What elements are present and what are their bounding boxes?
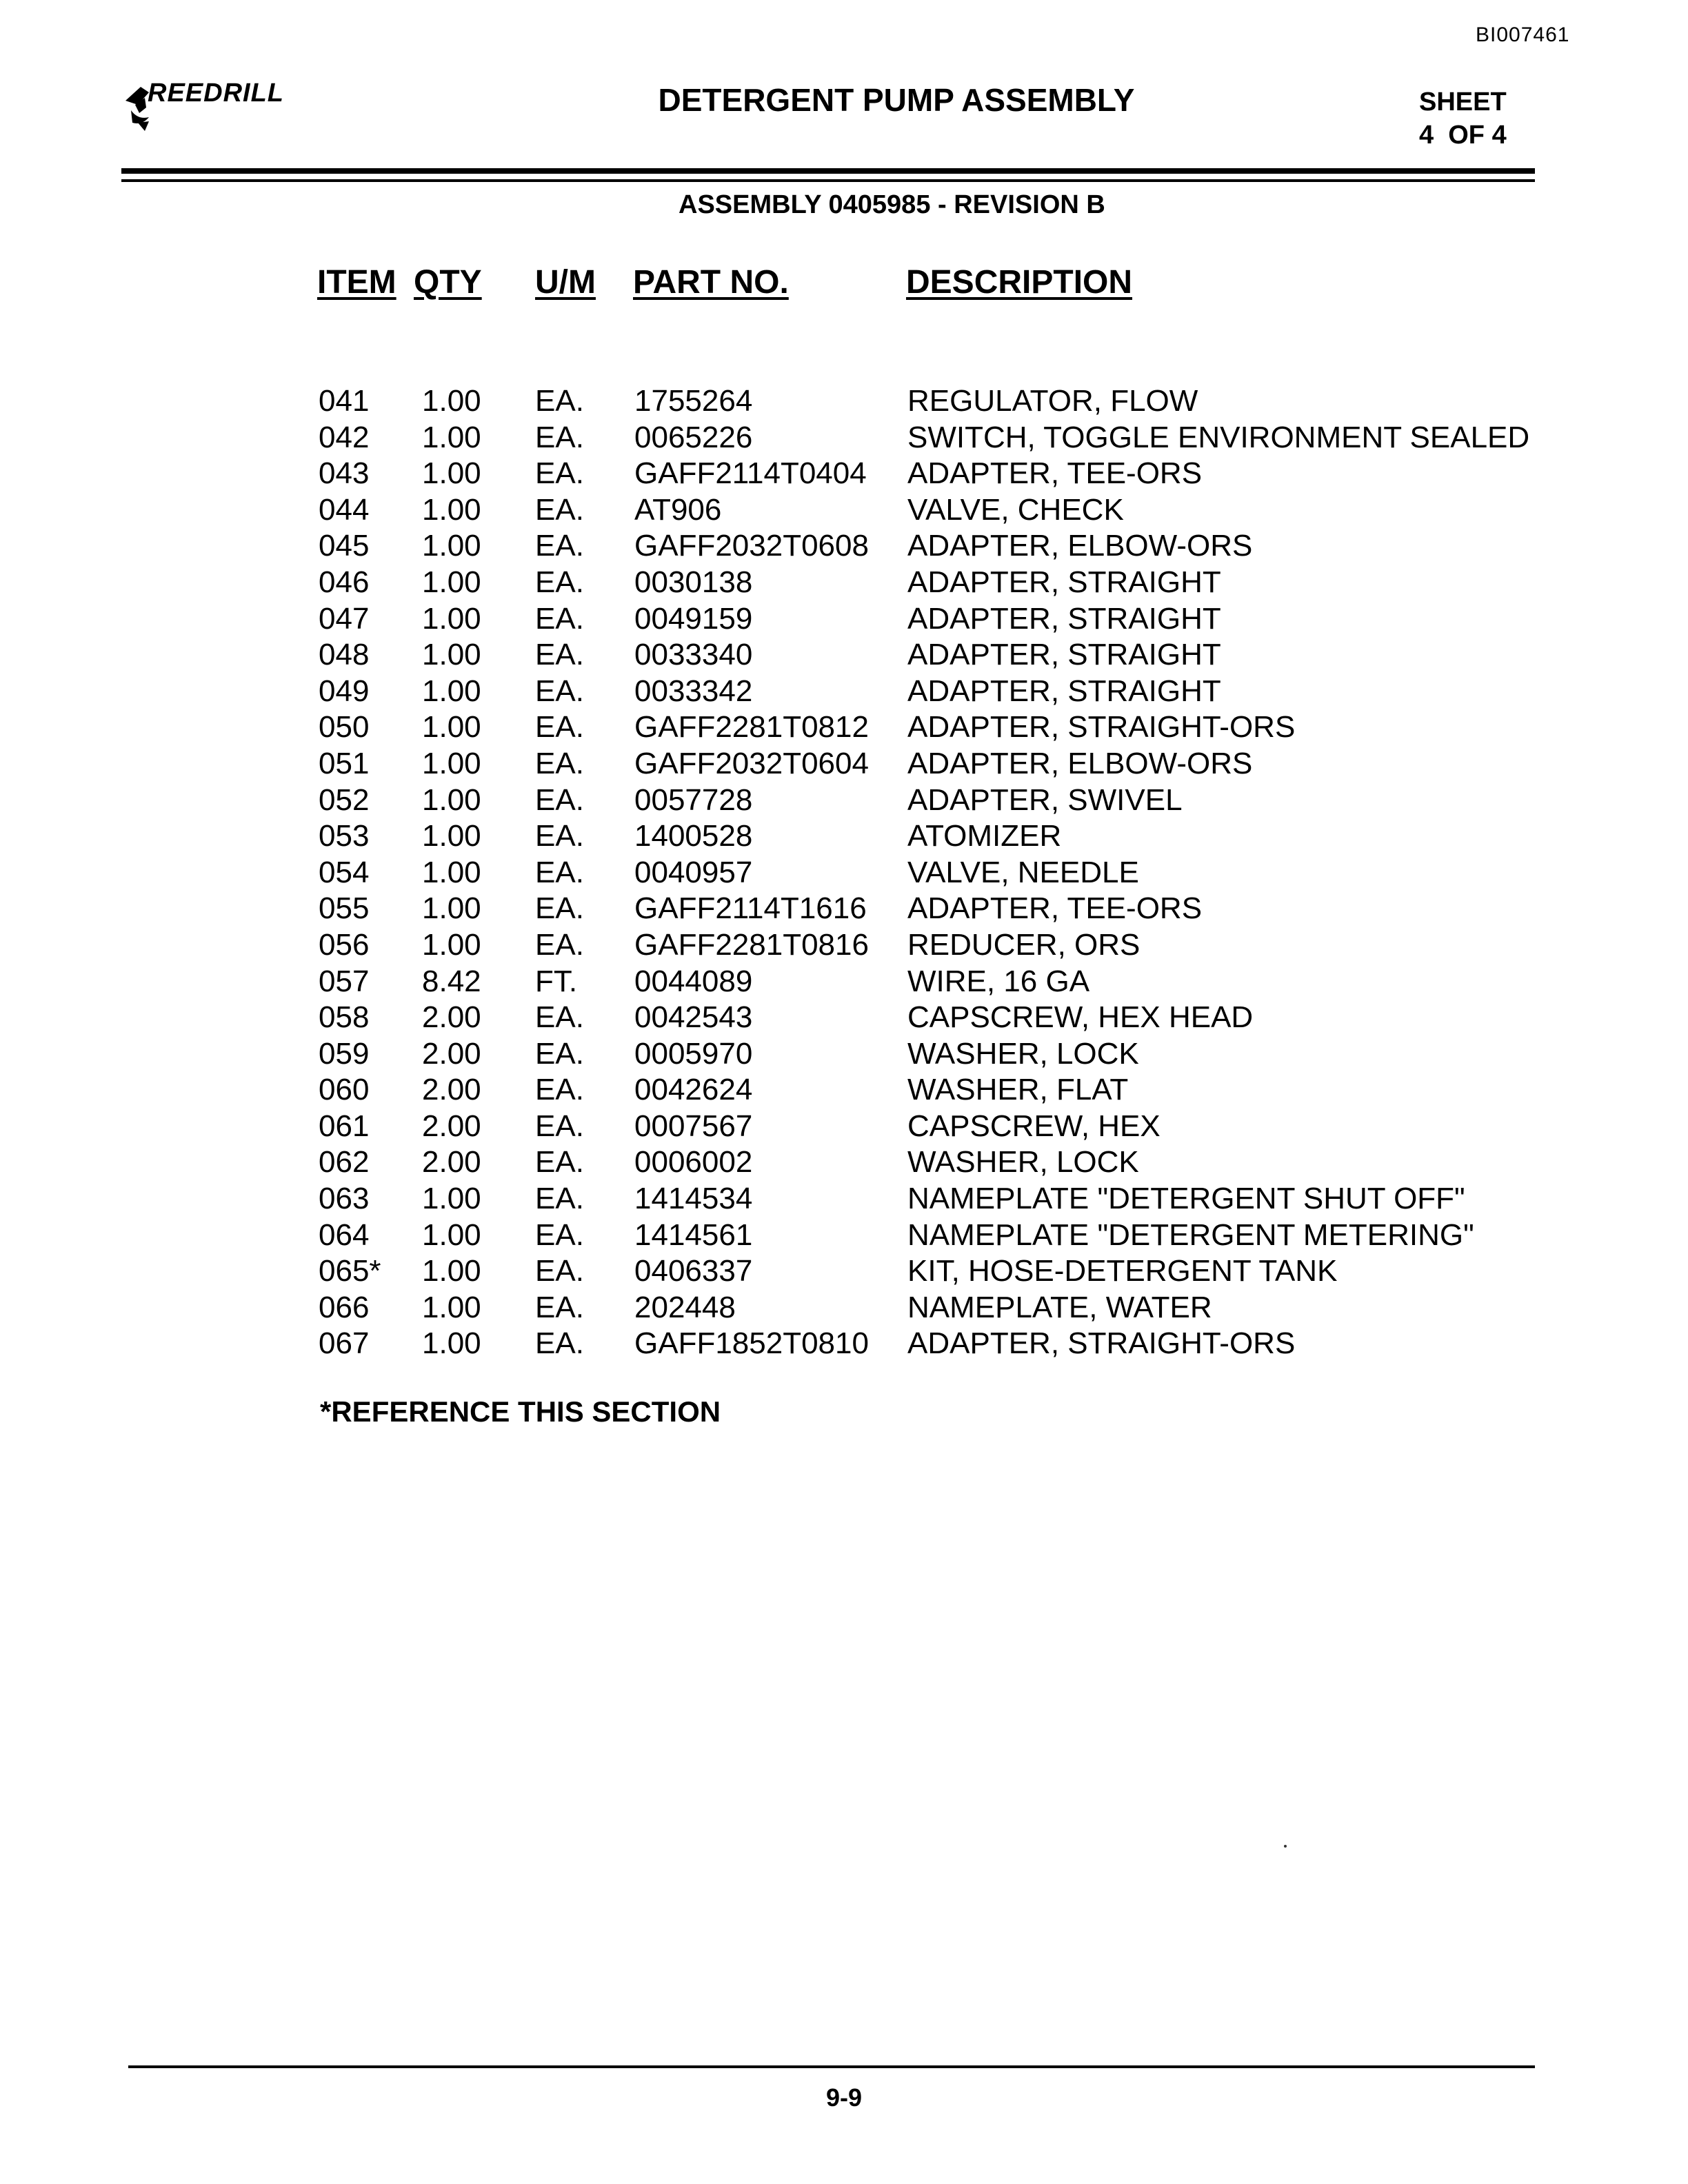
page-title: DETERGENT PUMP ASSEMBLY (658, 82, 1135, 118)
quantity: 1.00 (422, 1326, 481, 1361)
item-number: 052 (319, 782, 370, 817)
quantity: 1.00 (422, 891, 481, 926)
parts-row (0, 1144, 1688, 1181)
unit-of-measure: EA. (535, 1182, 584, 1216)
description: NAMEPLATE, WATER (907, 1290, 1212, 1324)
description: ADAPTER, STRAIGHT (907, 674, 1221, 708)
unit-of-measure: EA. (535, 1217, 584, 1252)
item-number: 062 (319, 1145, 370, 1180)
quantity: 1.00 (422, 855, 481, 889)
column-header-part-no: PART NO. (633, 264, 789, 301)
parts-row (0, 674, 1688, 710)
parts-row (0, 1000, 1688, 1036)
part-number: 0044089 (634, 964, 753, 998)
parts-row (0, 1253, 1688, 1290)
parts-row (0, 1326, 1688, 1362)
reference-note: *REFERENCE THIS SECTION (320, 1395, 721, 1428)
description: ATOMIZER (907, 819, 1062, 853)
part-number: 0040957 (634, 855, 753, 889)
assembly-subtitle: ASSEMBLY 0405985 - REVISION B (679, 190, 1105, 219)
unit-of-measure: EA. (535, 1145, 584, 1180)
description: ADAPTER, STRAIGHT (907, 565, 1221, 599)
description: SWITCH, TOGGLE ENVIRONMENT SEALED (907, 420, 1530, 454)
quantity: 2.00 (422, 1036, 481, 1071)
unit-of-measure: EA. (535, 384, 584, 418)
item-number: 064 (319, 1217, 370, 1252)
unit-of-measure: EA. (535, 891, 584, 926)
part-number: GAFF2032T0608 (634, 529, 869, 563)
part-number: GAFF2032T0604 (634, 746, 869, 780)
item-number: 045 (319, 529, 370, 563)
unit-of-measure: EA. (535, 1326, 584, 1361)
description: ADAPTER, STRAIGHT-ORS (907, 710, 1296, 745)
header-rule-thick (121, 168, 1535, 174)
unit-of-measure: EA. (535, 819, 584, 853)
unit-of-measure: EA. (535, 1109, 584, 1143)
parts-row (0, 637, 1688, 674)
part-number: 0006002 (634, 1145, 753, 1180)
part-number: GAFF2114T1616 (634, 891, 867, 926)
item-number: 046 (319, 565, 370, 599)
description: WIRE, 16 GA (907, 964, 1090, 998)
header-rule-thin (121, 179, 1535, 182)
scan-speck (1284, 1845, 1287, 1848)
item-number: 063 (319, 1182, 370, 1216)
parts-row (0, 1072, 1688, 1109)
parts-row (0, 855, 1688, 891)
sheet-value: 4 OF 4 (1419, 121, 1507, 150)
parts-row (0, 891, 1688, 927)
quantity: 1.00 (422, 420, 481, 454)
quantity: 1.00 (422, 456, 481, 491)
description: WASHER, LOCK (907, 1145, 1139, 1180)
quantity: 1.00 (422, 384, 481, 418)
parts-row (0, 1290, 1688, 1326)
parts-row (0, 1217, 1688, 1254)
item-number: 057 (319, 964, 370, 998)
description: ADAPTER, STRAIGHT (907, 638, 1221, 672)
parts-row (0, 1109, 1688, 1145)
document-id: BI007461 (1476, 23, 1570, 46)
item-number: 048 (319, 638, 370, 672)
item-number: 044 (319, 492, 370, 527)
part-number: GAFF2281T0816 (634, 927, 869, 962)
parts-row (0, 1036, 1688, 1073)
item-number: 049 (319, 674, 370, 708)
unit-of-measure: EA. (535, 420, 584, 454)
unit-of-measure: EA. (535, 746, 584, 780)
item-number: 050 (319, 710, 370, 745)
part-number: 0042624 (634, 1073, 753, 1107)
description: VALVE, CHECK (907, 492, 1124, 527)
item-number: 066 (319, 1290, 370, 1324)
quantity: 1.00 (422, 1182, 481, 1216)
description: ADAPTER, ELBOW-ORS (907, 529, 1253, 563)
unit-of-measure: EA. (535, 710, 584, 745)
quantity: 1.00 (422, 1290, 481, 1324)
description: ADAPTER, ELBOW-ORS (907, 746, 1253, 780)
description: ADAPTER, SWIVEL (907, 782, 1183, 817)
item-number: 060 (319, 1073, 370, 1107)
parts-row (0, 746, 1688, 782)
description: KIT, HOSE-DETERGENT TANK (907, 1254, 1338, 1288)
item-number: 042 (319, 420, 370, 454)
description: ADAPTER, TEE-ORS (907, 456, 1203, 491)
quantity: 1.00 (422, 529, 481, 563)
quantity: 2.00 (422, 1073, 481, 1107)
part-number: 1755264 (634, 384, 753, 418)
unit-of-measure: EA. (535, 492, 584, 527)
quantity: 2.00 (422, 1000, 481, 1035)
unit-of-measure: EA. (535, 1036, 584, 1071)
parts-row (0, 927, 1688, 964)
quantity: 1.00 (422, 819, 481, 853)
quantity: 2.00 (422, 1145, 481, 1180)
parts-row (0, 492, 1688, 529)
parts-row (0, 1181, 1688, 1217)
quantity: 1.00 (422, 601, 481, 636)
part-number: 202448 (634, 1290, 736, 1324)
quantity: 2.00 (422, 1109, 481, 1143)
item-number: 041 (319, 384, 370, 418)
part-number: 0005970 (634, 1036, 753, 1071)
part-number: 0406337 (634, 1254, 753, 1288)
parts-row (0, 601, 1688, 638)
part-number: 0007567 (634, 1109, 753, 1143)
quantity: 8.42 (422, 964, 481, 998)
description: VALVE, NEEDLE (907, 855, 1139, 889)
part-number: GAFF2281T0812 (634, 710, 869, 745)
unit-of-measure: EA. (535, 1073, 584, 1107)
item-number: 043 (319, 456, 370, 491)
item-number: 058 (319, 1000, 370, 1035)
unit-of-measure: EA. (535, 927, 584, 962)
quantity: 1.00 (422, 782, 481, 817)
unit-of-measure: EA. (535, 638, 584, 672)
sheet-label: SHEET (1419, 88, 1507, 117)
item-number: 053 (319, 819, 370, 853)
part-number: GAFF1852T0810 (634, 1326, 869, 1361)
quantity: 1.00 (422, 565, 481, 599)
description: REDUCER, ORS (907, 927, 1141, 962)
part-number: GAFF2114T0404 (634, 456, 867, 491)
parts-row (0, 528, 1688, 565)
item-number: 051 (319, 746, 370, 780)
quantity: 1.00 (422, 1217, 481, 1252)
page-number: 9-9 (825, 2083, 863, 2112)
unit-of-measure: FT. (535, 964, 578, 998)
quantity: 1.00 (422, 1254, 481, 1288)
description: CAPSCREW, HEX HEAD (907, 1000, 1254, 1035)
unit-of-measure: EA. (535, 674, 584, 708)
description: REGULATOR, FLOW (907, 384, 1198, 418)
unit-of-measure: EA. (535, 855, 584, 889)
item-number: 055 (319, 891, 370, 926)
column-header-um: U/M (535, 264, 596, 301)
description: ADAPTER, STRAIGHT-ORS (907, 1326, 1296, 1361)
part-number: 0033342 (634, 674, 753, 708)
description: ADAPTER, STRAIGHT (907, 601, 1221, 636)
unit-of-measure: EA. (535, 1000, 584, 1035)
quantity: 1.00 (422, 746, 481, 780)
item-number: 054 (319, 855, 370, 889)
quantity: 1.00 (422, 638, 481, 672)
parts-row (0, 782, 1688, 819)
part-number: 0033340 (634, 638, 753, 672)
quantity: 1.00 (422, 710, 481, 745)
unit-of-measure: EA. (535, 782, 584, 817)
parts-row (0, 565, 1688, 601)
parts-list (0, 383, 1688, 1362)
part-number: 0057728 (634, 782, 753, 817)
part-number: 0030138 (634, 565, 753, 599)
parts-row (0, 420, 1688, 456)
parts-row (0, 456, 1688, 492)
column-header-qty: QTY (414, 264, 482, 301)
quantity: 1.00 (422, 674, 481, 708)
item-number: 059 (319, 1036, 370, 1071)
part-number: 1400528 (634, 819, 753, 853)
item-number: 065* (319, 1254, 381, 1288)
part-number: 0065226 (634, 420, 753, 454)
footer-rule (128, 2065, 1535, 2068)
unit-of-measure: EA. (535, 529, 584, 563)
parts-row (0, 709, 1688, 746)
description: ADAPTER, TEE-ORS (907, 891, 1203, 926)
description: WASHER, LOCK (907, 1036, 1139, 1071)
part-number: AT906 (634, 492, 722, 527)
column-header-description: DESCRIPTION (906, 264, 1133, 301)
unit-of-measure: EA. (535, 565, 584, 599)
unit-of-measure: EA. (535, 601, 584, 636)
unit-of-measure: EA. (535, 1254, 584, 1288)
part-number: 1414561 (634, 1217, 753, 1252)
parts-row (0, 383, 1688, 420)
quantity: 1.00 (422, 927, 481, 962)
item-number: 067 (319, 1326, 370, 1361)
description: WASHER, FLAT (907, 1073, 1129, 1107)
logo-text: REEDRILL (148, 79, 284, 108)
part-number: 0042543 (634, 1000, 753, 1035)
item-number: 061 (319, 1109, 370, 1143)
unit-of-measure: EA. (535, 1290, 584, 1324)
description: NAMEPLATE "DETERGENT SHUT OFF" (907, 1182, 1465, 1216)
column-header-item: ITEM (317, 264, 396, 301)
description: CAPSCREW, HEX (907, 1109, 1160, 1143)
parts-row (0, 964, 1688, 1000)
parts-row (0, 818, 1688, 855)
item-number: 056 (319, 927, 370, 962)
description: NAMEPLATE "DETERGENT METERING" (907, 1217, 1474, 1252)
sheet-indicator (1419, 85, 1507, 152)
quantity: 1.00 (422, 492, 481, 527)
unit-of-measure: EA. (535, 456, 584, 491)
item-number: 047 (319, 601, 370, 636)
part-number: 1414534 (634, 1182, 753, 1216)
part-number: 0049159 (634, 601, 753, 636)
